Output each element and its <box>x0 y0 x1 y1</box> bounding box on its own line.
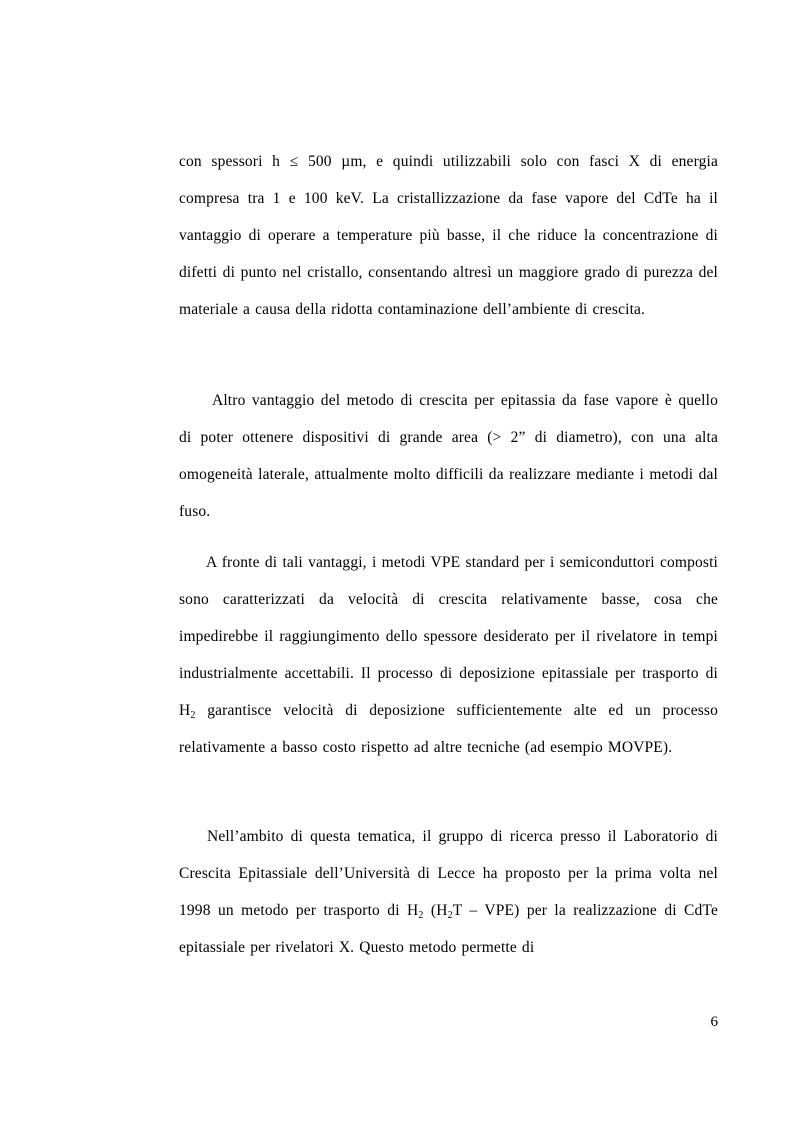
subscript-2: 2 <box>190 710 196 721</box>
paragraph-4 <box>179 818 718 966</box>
paragraph-1: con spessori h ≤ 500 µm, e quindi utilizzabili solo con fasci X di energia compresa tra 1 e 100 keV. La cristallizzazione da fase vapore del CdTe ha il vantaggio di operare a temperature più basse, il che riduce la concentrazione di difetti di punto nel cristallo, consentando altresì un maggiore grado di purezza del materiale a causa della ridotta contaminazione dell’ambiente di crescita. <box>179 153 718 318</box>
paragraph-4-text-b: (H <box>423 902 448 919</box>
subscript-2: 2 <box>418 910 424 921</box>
paragraph-4-text-a: Nell’ambito di questa tematica, il gruppo di ricerca presso il Laboratorio di Crescita Epitassiale dell’Università di Lecce ha proposto per la prima volta nel 1998 un metodo per trasporto di H <box>179 828 718 919</box>
paragraph-4-text-c: T – VPE) per la realizzazione di CdTe epitassiale per rivelatori X. Questo metodo permette di <box>179 902 718 956</box>
paragraph-3-text-a: A fronte di tali vantaggi, i metodi VPE standard per i semiconduttori composti sono caratterizzati da velocità di crescita relativamente basse, cosa che impedirebbe il raggiungimento dello spessore desiderato per il rivelatore in tempi industrialmente accettabili. Il processo di deposizione epitassiale per trasporto di H <box>179 554 718 719</box>
paragraph-3-text-b: garantisce velocità di deposizione sufficientemente alte ed un processo relativamente a basso costo rispetto ad altre tecniche (ad esempio MOVPE). <box>179 702 718 756</box>
page-number: 6 <box>710 1014 718 1030</box>
paragraph-2: Altro vantaggio del metodo di crescita per epitassia da fase vapore è quello di poter ottenere dispositivi di grande area (> 2” di diametro), con una alta omogeneità laterale, attualmente molto difficili da realizzare mediante i metodi dal fuso. <box>179 392 718 520</box>
subscript-2: 2 <box>447 910 453 921</box>
paragraph-3 <box>179 544 718 766</box>
